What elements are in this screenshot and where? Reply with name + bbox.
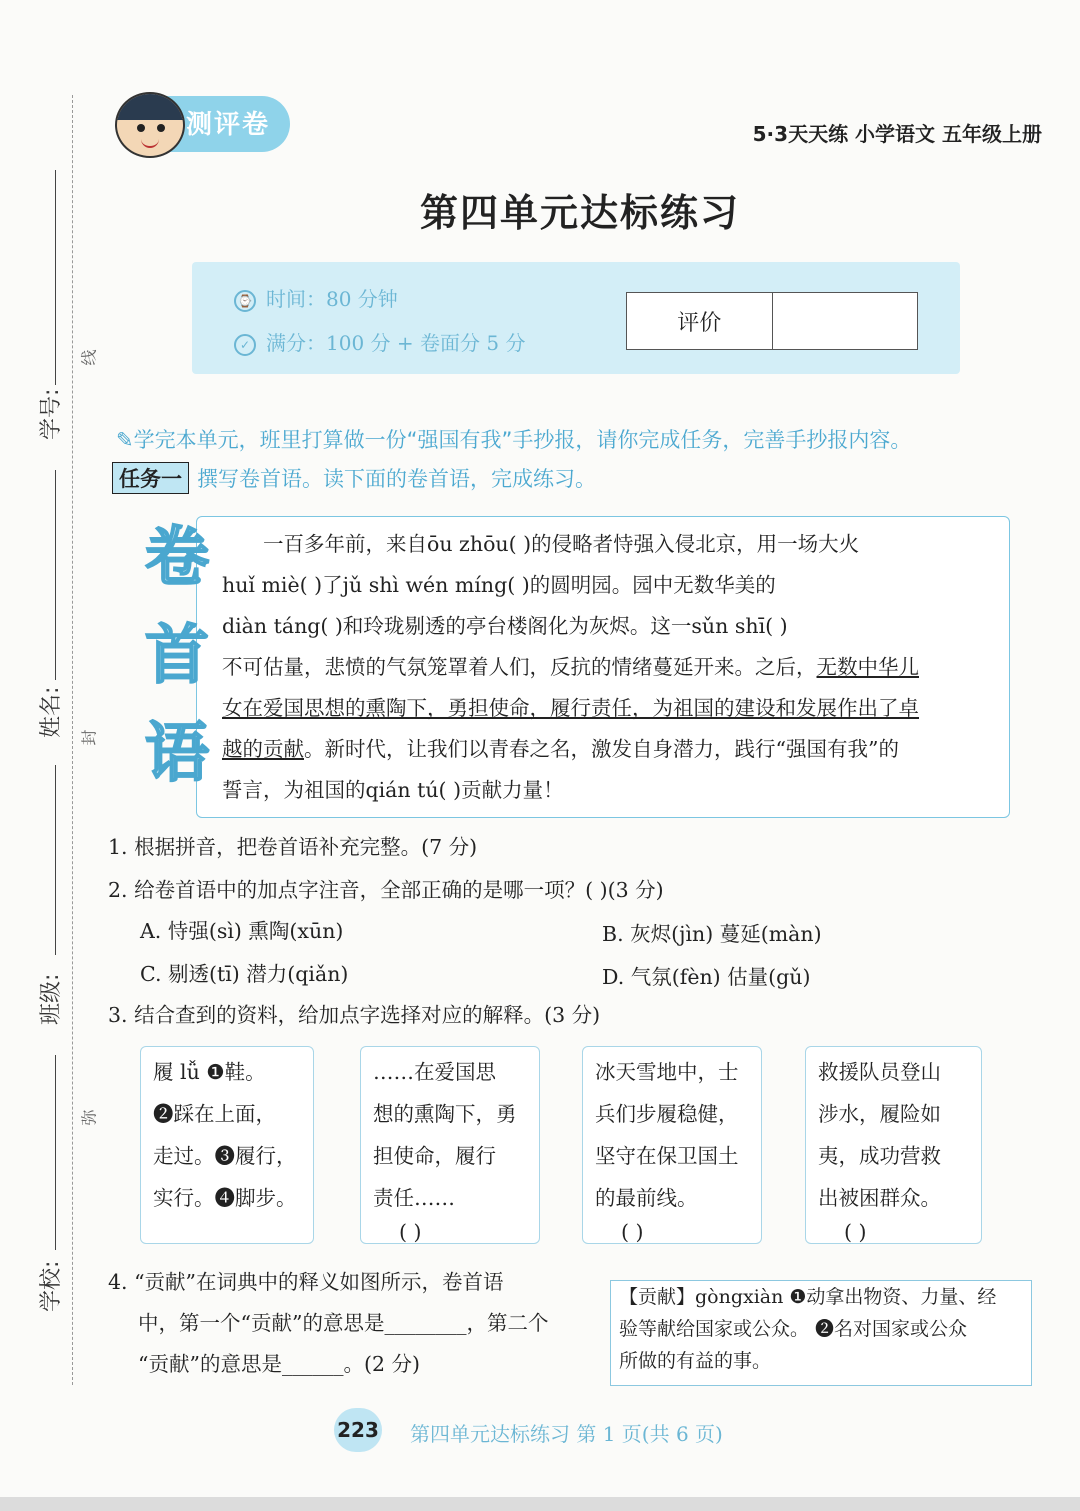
task-one (112, 462, 596, 492)
passage-line: diàn táng( )和玲珑剔透的亭台楼阁化为灰烬。这一sǔn shī( ) (222, 614, 788, 638)
definition-line: ❷踩在上面， (153, 1102, 276, 1126)
passage-line (222, 647, 1002, 688)
footer-text: 第四单元达标练习 第 1 页(共 6 页) (410, 1422, 723, 1446)
score-text: 满分：100 分 + 卷面分 5 分 (266, 331, 526, 355)
dictionary-line: 【贡献】gòngxiàn ❶动拿出物资、力量、经 (619, 1286, 997, 1308)
binding-cut-line (72, 95, 73, 1385)
question-3: 3. 结合查到的资料，给加点字选择对应的解释。(3 分) (108, 1003, 601, 1027)
time-info (234, 283, 398, 312)
option-a[interactable]: A. 恃强(sì) 熏陶(xūn) (140, 919, 344, 943)
intro-label: 学完本单元，班里打算做一份“强国有我”手抄报，请你完成任务，完善手抄报内容。 (133, 428, 912, 452)
preface-title-char-2: 首 (145, 619, 209, 693)
dictionary-entry (610, 1280, 1032, 1386)
passage-line: huǐ miè( )了jǔ shì wén míng( )的圆明园。园中无数华美的 (222, 573, 776, 597)
name-label: 姓名: (39, 686, 64, 738)
example-card-1 (360, 1046, 540, 1244)
dictionary-line: 所做的有益的事。 (619, 1350, 772, 1372)
question-4-line-1: 4. “贡献”在词典中的释义如图所示，卷首语 (108, 1270, 504, 1294)
clock-icon: ⌚ (234, 290, 256, 312)
time-text: 时间：80 分钟 (266, 287, 398, 311)
passage-text: 。新时代，让我们以青春之名，激发自身潜力，践行“强国有我”的 (304, 737, 899, 761)
card-line: 涉水，履险如 (818, 1102, 941, 1126)
preface-title-char-3: 语 (145, 717, 209, 791)
boy-avatar-icon (115, 92, 185, 158)
card-line: 担使命，履行 (373, 1144, 496, 1168)
underlined-text: 越的贡献 (222, 737, 304, 761)
card-line: 坚守在保卫国土 (595, 1144, 739, 1168)
example-card-2 (582, 1046, 762, 1244)
answer-blank[interactable]: ( ) (399, 1220, 422, 1244)
option-b[interactable]: B. 灰烬(jìn) 蔓延(màn) (602, 922, 822, 946)
definition-line: 实行。❹脚步。 (153, 1186, 297, 1210)
preface-passage (222, 524, 1002, 811)
answer-blank[interactable]: ( ) (844, 1220, 867, 1244)
school-blank[interactable] (55, 1055, 56, 1250)
name-blank[interactable] (55, 470, 56, 680)
preface-title-char-1: 卷 (145, 521, 209, 595)
score-info (234, 327, 525, 356)
task-one-text: 撰写卷首语。读下面的卷首语，完成练习。 (197, 467, 596, 491)
badge-label: 测评卷 (186, 110, 271, 140)
cut-mark-close: 弥 (79, 1109, 99, 1126)
card-line: 兵们步履稳健， (595, 1102, 739, 1126)
card-line: 冰天雪地中，士 (595, 1060, 739, 1084)
card-line: 想的熏陶下，勇 (373, 1102, 517, 1126)
underlined-text: 无数中华儿 (816, 655, 919, 679)
passage-line (222, 729, 1002, 770)
card-line: 出被困群众。 (818, 1186, 941, 1210)
evaluation-field[interactable] (773, 293, 918, 349)
passage-line: 女在爱国思想的熏陶下，勇担使命，履行责任，为祖国的建设和发展作出了卓 (222, 696, 919, 720)
cut-mark-seal: 封 (79, 729, 99, 746)
evaluation-label: 评价 (627, 293, 773, 349)
passage-text: 不可估量，悲愤的气氛笼罩着人们，反抗的情绪蔓延开来。之后， (222, 655, 817, 679)
question-2: 2. 给卷首语中的加点字注音，全部正确的是哪一项？( )(3 分) (108, 878, 664, 902)
option-d[interactable]: D. 气氛(fèn) 估量(gǔ) (602, 965, 811, 989)
question-4-line-2: 中，第一个“贡献”的意思是________，第二个 (138, 1311, 549, 1335)
preface-vertical-title (140, 510, 214, 810)
check-icon: ✓ (234, 334, 256, 356)
example-card-3 (805, 1046, 982, 1244)
question-1: 1. 根据拼音，把卷首语补充完整。(7 分) (108, 835, 478, 859)
dictionary-line: 验等献给国家或公众。 ❷名对国家或公众 (619, 1318, 968, 1340)
card-line: 夷，成功营救 (818, 1144, 941, 1168)
answer-blank[interactable]: ( ) (621, 1220, 644, 1244)
question-4-line-3: “贡献”的意思是______。(2 分) (138, 1352, 421, 1376)
passage-line: 一百多年前，来自ōu zhōu( )的侵略者恃强入侵北京，用一场大火 (263, 532, 860, 556)
evaluation-table (626, 292, 918, 350)
school-label: 学校: (39, 1260, 64, 1312)
card-line: 救援队员登山 (818, 1060, 941, 1084)
definition-line: 走过。❸履行， (153, 1144, 297, 1168)
card-line: 的最前线。 (595, 1186, 698, 1210)
card-line: 责任…… (373, 1186, 455, 1210)
definition-card (140, 1046, 314, 1244)
student-id-label: 学号: (39, 388, 64, 440)
class-label: 班级: (39, 973, 64, 1025)
page-title: 第四单元达标练习 (419, 190, 740, 235)
task-one-tag: 任务一 (112, 462, 189, 494)
option-c[interactable]: C. 剔透(tī) 潜力(qiǎn) (140, 962, 349, 986)
passage-line: 誓言，为祖国的qián tú( )贡献力量！ (222, 778, 564, 802)
scan-edge (0, 1497, 1080, 1511)
class-blank[interactable] (55, 765, 56, 955)
page-number: 223 (334, 1408, 382, 1452)
definition-line: 履 lǚ ❶鞋。 (153, 1060, 266, 1084)
intro-text: ✎学完本单元，班里打算做一份“强国有我”手抄报，请你完成任务，完善手抄报内容。 (116, 428, 912, 452)
series-header: 5·3天天练 小学语文 五年级上册 (752, 122, 1042, 146)
card-line: ……在爱国思 (373, 1060, 496, 1084)
cut-mark-line: 线 (79, 349, 99, 366)
